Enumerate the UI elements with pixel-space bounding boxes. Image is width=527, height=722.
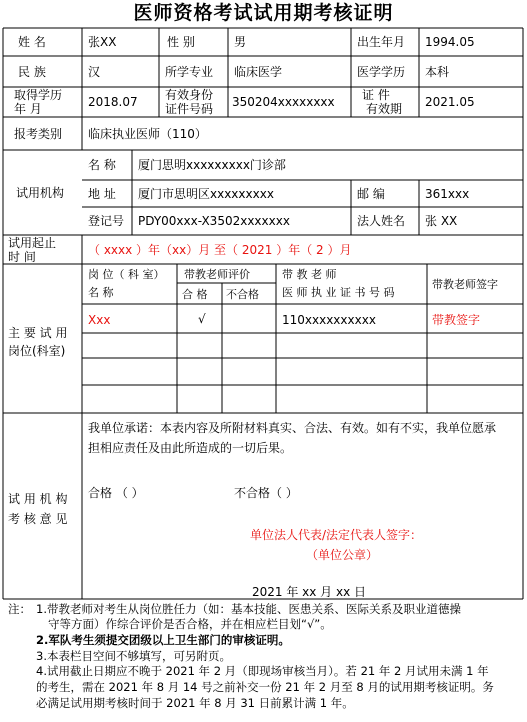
pass-check-mark: √: [198, 312, 206, 326]
name-value: 张XX: [88, 35, 117, 49]
category-label: 报考类别: [14, 127, 63, 141]
note-4-line3: 必满足试用期考核时间于 2021 年 8 月 31 日前累计满 1 年。: [36, 696, 354, 710]
post-name-value: Xxx: [88, 313, 111, 327]
assessment-date: 2021 年 xx 月 xx 日: [252, 585, 367, 599]
period-value: （ xxxx ）年（xx）月 至（ 2021 ）年（ 2 ）月: [88, 243, 352, 257]
category-value: 临床执业医师（110）: [88, 127, 207, 141]
ethnicity-value: 汉: [88, 65, 101, 79]
id-value: 350204xxxxxxxx: [232, 95, 335, 109]
notes-prefix: 注：: [8, 602, 31, 616]
period-label-line1: 试用起止: [8, 236, 57, 250]
institution-name-value: 厦门思明xxxxxxxxx门诊部: [138, 158, 286, 172]
gender-label: 性 别: [167, 35, 195, 49]
note-3: 3.本表栏目空间不够填写，可另附页。: [36, 649, 231, 663]
assessment-label-line2: 考 核 意 见: [8, 512, 68, 526]
promise-line1: 我单位承诺：本表内容及所附材料真实、合法、有效。如有不实，我单位愿承: [88, 421, 497, 435]
graduation-label-line2: 年 月: [14, 102, 42, 116]
validity-label-line1: 证 件: [362, 88, 390, 102]
teacher-header-line2: 医 师 执 业 证 书 号 码: [282, 286, 395, 299]
document-title: 医师资格考试试用期考核证明: [133, 2, 394, 24]
institution-address-label: 地 址: [88, 187, 116, 201]
pass-header: 合 格: [182, 288, 208, 301]
graduation-label-line1: 取得学历: [14, 88, 63, 102]
legal-representative-signature: 单位法人代表/法定代表人签字：: [250, 528, 423, 542]
promise-line2: 担相应责任及由此所造成的一切后果。: [88, 441, 293, 455]
degree-value: 本科: [425, 65, 450, 79]
note-2: 2.军队考生须提交团级以上卫生部门的审核证明。: [36, 633, 290, 647]
major-label: 所学专业: [165, 65, 214, 79]
institution-name-label: 名 称: [88, 158, 116, 172]
ethnicity-label: 民 族: [18, 65, 46, 79]
post-header-line1: 岗 位（ 科 室）: [88, 268, 165, 281]
assessment-pass: 合格 （ ）: [88, 486, 144, 500]
legal-person-value: 张 XX: [425, 214, 458, 228]
assessment-label-line1: 试 用 机 构: [8, 492, 68, 506]
teacher-sign-value: 带教签字: [432, 313, 481, 327]
positions-label-line2: 岗位(科室): [8, 344, 66, 358]
name-label: 姓 名: [18, 35, 46, 49]
post-header-line2: 名 称: [88, 286, 114, 299]
note-1-line2: 守等方面）作综合评价是否合格，并在相应栏目划“√”。: [48, 617, 332, 631]
evaluation-header: 带教老师评价: [184, 268, 250, 281]
postcode-label: 邮 编: [357, 187, 385, 201]
note-4-line1: 4.试用截止日期应不晚于 2021 年 2 月（即现场审核当月）。若 21 年 2 月试用未满 1 年: [36, 664, 489, 678]
teacher-sign-header: 带教老师签字: [432, 278, 498, 291]
graduation-value: 2018.07: [88, 95, 138, 109]
postcode-value: 361xxx: [425, 187, 470, 201]
institution-label: 试用机构: [16, 186, 65, 200]
institution-address-value: 厦门市思明区xxxxxxxxx: [138, 187, 274, 201]
degree-label: 医学学历: [357, 65, 406, 79]
validity-value: 2021.05: [425, 95, 475, 109]
legal-person-label: 法人姓名: [357, 214, 406, 228]
gender-value: 男: [234, 35, 247, 49]
birth-label: 出生年月: [357, 35, 406, 49]
validity-label-line2: 有效期: [366, 102, 403, 116]
birth-value: 1994.05: [425, 35, 475, 49]
id-label-line2: 证件号码: [165, 102, 214, 116]
fail-header: 不合格: [226, 288, 259, 301]
major-value: 临床医学: [234, 65, 283, 79]
official-seal-note: （单位公章）: [306, 548, 379, 562]
positions-label-line1: 主 要 试 用: [8, 326, 68, 340]
note-1-line1: 1.带教老师对考生从岗位胜任力（如：基本技能、医患关系、医际关系及职业道德操: [36, 602, 461, 616]
assessment-fail: 不合格（ ）: [234, 486, 298, 500]
note-4-line2: 的考生，需在 2021 年 8 月 14 号之前补交一份 21 年 2 月至 8 月的试用期考核证明。务: [36, 680, 494, 694]
teacher-header-line1: 带 教 老 师: [282, 268, 337, 281]
registration-value: PDY00xxx-X3502xxxxxxx: [138, 214, 290, 228]
registration-label: 登记号: [88, 214, 125, 228]
period-label-line2: 时 间: [8, 250, 36, 264]
teacher-cert-value: 110xxxxxxxxxx: [282, 313, 376, 327]
id-label-line1: 有效身份: [165, 88, 214, 102]
